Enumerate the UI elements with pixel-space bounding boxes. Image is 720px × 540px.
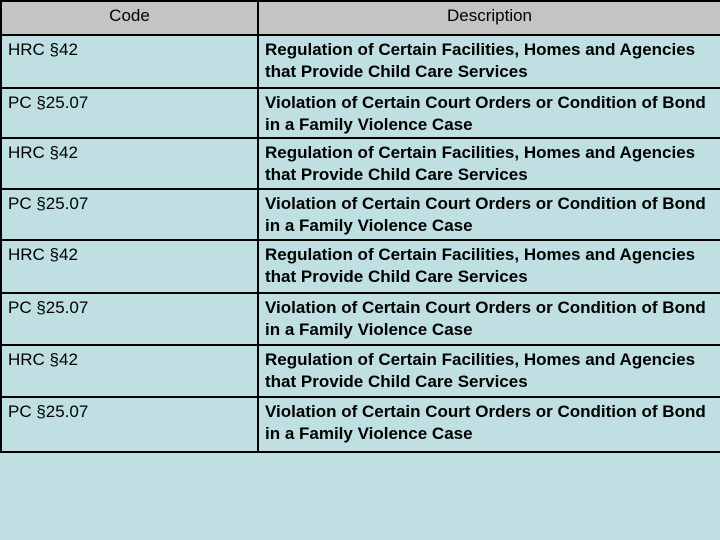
table-row (1, 35, 720, 88)
table-row (1, 345, 720, 397)
code-cell: PC §25.07 (1, 88, 258, 138)
table-row (1, 240, 720, 293)
code-cell: HRC §42 (1, 35, 258, 88)
description-cell: Regulation of Certain Facilities, Homes and Agencies that Provide Child Care Services (258, 240, 720, 293)
description-cell: Violation of Certain Court Orders or Condition of Bond in a Family Violence Case (258, 189, 720, 240)
description-cell: Regulation of Certain Facilities, Homes and Agencies that Provide Child Care Services (258, 138, 720, 189)
code-cell: PC §25.07 (1, 293, 258, 345)
description-cell: Violation of Certain Court Orders or Condition of Bond in a Family Violence Case (258, 293, 720, 345)
table-row (1, 293, 720, 345)
code-cell: HRC §42 (1, 138, 258, 189)
description-cell: Regulation of Certain Facilities, Homes and Agencies that Provide Child Care Services (258, 345, 720, 397)
header-description: Description (258, 1, 720, 35)
header-row (1, 1, 720, 35)
description-cell: Regulation of Certain Facilities, Homes and Agencies that Provide Child Care Services (258, 35, 720, 88)
code-cell: HRC §42 (1, 345, 258, 397)
header-code: Code (1, 1, 258, 35)
table-row (1, 397, 720, 452)
code-cell: PC §25.07 (1, 189, 258, 240)
table-row (1, 88, 720, 138)
code-cell: HRC §42 (1, 240, 258, 293)
description-cell: Violation of Certain Court Orders or Condition of Bond in a Family Violence Case (258, 397, 720, 452)
description-cell: Violation of Certain Court Orders or Condition of Bond in a Family Violence Case (258, 88, 720, 138)
table-row (1, 189, 720, 240)
code-cell: PC §25.07 (1, 397, 258, 452)
table-row (1, 138, 720, 189)
